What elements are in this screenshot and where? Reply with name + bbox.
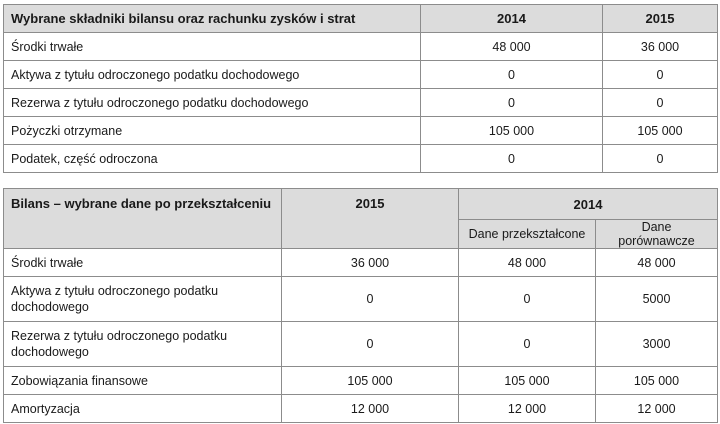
table-row xyxy=(4,277,718,322)
cell-2015: 0 xyxy=(282,277,459,322)
row-label: Zobowiązania finansowe xyxy=(4,367,282,395)
cell-2015: 36 000 xyxy=(603,33,718,61)
cell-2015: 0 xyxy=(603,145,718,173)
row-label: Rezerwa z tytułu odroczonego podatku dochodowego xyxy=(4,89,421,117)
table-row xyxy=(4,322,718,367)
cell-2014-comparative: 12 000 xyxy=(596,395,718,423)
row-label: Amortyzacja xyxy=(4,395,282,423)
row-label: Środki trwałe xyxy=(4,33,421,61)
table-row xyxy=(4,89,718,117)
row-label: Aktywa z tytułu odroczonego podatku dochodowego xyxy=(4,277,282,322)
table-header-row xyxy=(4,189,718,220)
cell-2014: 48 000 xyxy=(421,33,603,61)
cell-2014-restated: 0 xyxy=(459,277,596,322)
column-header-2015: 2015 xyxy=(603,5,718,33)
cell-2015: 105 000 xyxy=(603,117,718,145)
table-row xyxy=(4,145,718,173)
row-label: Aktywa z tytułu odroczonego podatku dochodowego xyxy=(4,61,421,89)
cell-2014: 0 xyxy=(421,61,603,89)
cell-2014: 0 xyxy=(421,145,603,173)
cell-2014-restated: 48 000 xyxy=(459,249,596,277)
column-header-2015: 2015 xyxy=(282,189,459,249)
cell-2015: 12 000 xyxy=(282,395,459,423)
cell-2014-comparative: 48 000 xyxy=(596,249,718,277)
cell-2014-comparative: 5000 xyxy=(596,277,718,322)
cell-2014-restated: 105 000 xyxy=(459,367,596,395)
table-header-row xyxy=(4,5,718,33)
table-row xyxy=(4,61,718,89)
cell-2015: 105 000 xyxy=(282,367,459,395)
column-header-2014: 2014 xyxy=(459,189,718,220)
table-row xyxy=(4,33,718,61)
cell-2014-comparative: 3000 xyxy=(596,322,718,367)
column-header-items: Wybrane składniki bilansu oraz rachunku zysków i strat xyxy=(4,5,421,33)
cell-2014-comparative: 105 000 xyxy=(596,367,718,395)
cell-2014: 105 000 xyxy=(421,117,603,145)
cell-2015: 0 xyxy=(603,61,718,89)
cell-2015: 36 000 xyxy=(282,249,459,277)
row-label: Podatek, część odroczona xyxy=(4,145,421,173)
subheader-comparative: Dane porównawcze xyxy=(596,220,718,249)
table-row xyxy=(4,117,718,145)
table-row xyxy=(4,367,718,395)
table-row xyxy=(4,395,718,423)
subheader-restated: Dane przekształcone xyxy=(459,220,596,249)
column-header-items: Bilans – wybrane dane po przekształceniu xyxy=(4,189,282,249)
balance-items-table xyxy=(3,4,718,173)
row-label: Rezerwa z tytułu odroczonego podatku dochodowego xyxy=(4,322,282,367)
cell-2014-restated: 0 xyxy=(459,322,596,367)
table-row xyxy=(4,249,718,277)
cell-2014-restated: 12 000 xyxy=(459,395,596,423)
row-label: Środki trwałe xyxy=(4,249,282,277)
row-label: Pożyczki otrzymane xyxy=(4,117,421,145)
restated-balance-table xyxy=(3,188,718,423)
cell-2015: 0 xyxy=(282,322,459,367)
column-header-2014: 2014 xyxy=(421,5,603,33)
cell-2015: 0 xyxy=(603,89,718,117)
cell-2014: 0 xyxy=(421,89,603,117)
